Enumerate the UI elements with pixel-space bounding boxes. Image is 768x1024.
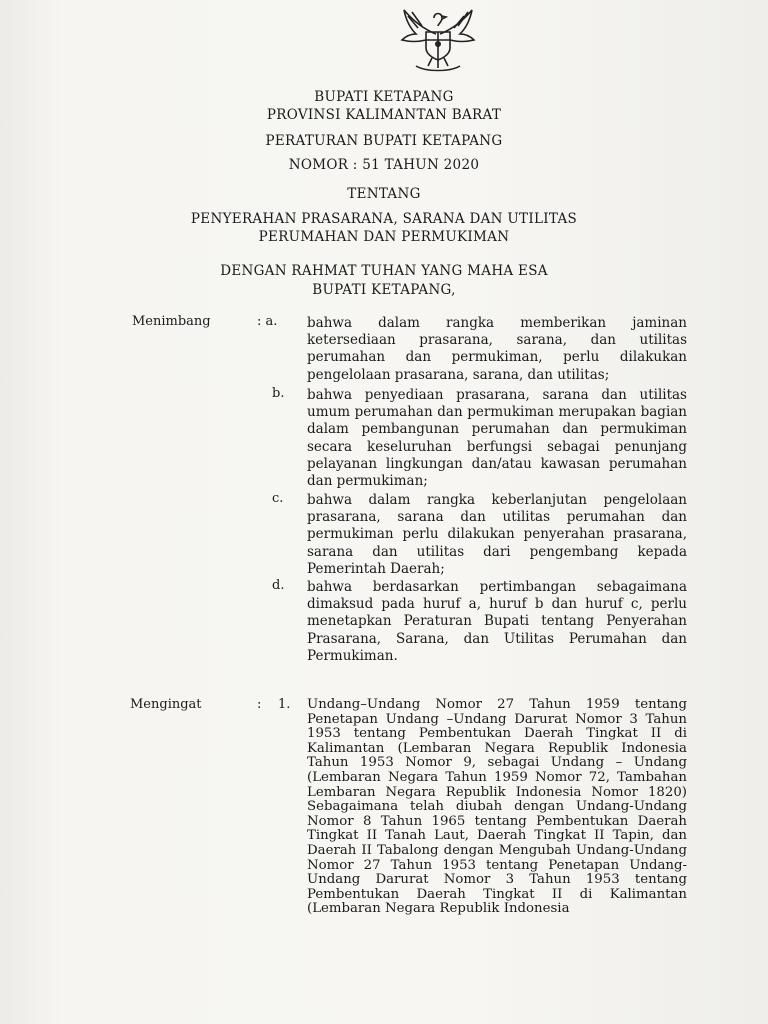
menimbang-marker-d: d. — [272, 578, 285, 593]
header-line1: BUPATI KETAPANG — [314, 89, 454, 105]
menimbang-item-a: bahwa dalam rangka memberikan jaminan ketersediaan prasarana, sarana, dan utilitas perumahan dan permukiman, perlu dilakukan pengelolaan prasarana, sarana, dan utilitas; — [307, 315, 687, 383]
mengingat-item-1: Undang–Undang Nomor 27 Tahun 1959 tentang Penetapan Undang –Undang Darurat Nomor 3 Tahun 1953 tentang Pembentukan Daerah Tingkat II di Kalimantan (Lembaran Negara Republik Indonesia Tahun 1953 Nomor 9, sebagai Undang – Undang (Lembaran Negara Tahun 1959 Nomor 72, Tambahan Lembaran Negara Republik Indonesia Nomor 1820) Sebagaimana telah diubah dengan Undang-Undang Nomor 8 Tahun 1965 tentang Pembentukan Daerah Tingkat II Tanah Laut, Daerah Tingkat II Tapin, dan Daerah II Tabalong dengan Mengubah Undang-Undang Nomor 27 Tahun 1953 tentang Penetapan Undang-Undang Darurat Nomor 3 Tahun 1953 tentang Pembentukan Daerah Tingkat II di Kalimantan (Lembaran Negara Republik Indonesia — [307, 697, 687, 917]
garuda-emblem-icon — [396, 4, 480, 76]
menimbang-item-d: bahwa berdasarkan pertimbangan sebagaimana dimaksud pada huruf a, huruf b dan huruf c, perlu menetapkan Peraturan Bupati tentang Penyerahan Prasarana, Sarana, dan Utilitas Perumahan dan Permukiman. — [307, 579, 687, 664]
menimbang-item-c: bahwa dalam rangka keberlanjutan pengelolaan prasarana, sarana dan utilitas perumahan dan permukiman perlu dilakukan penyerahan prasarana, sarana dan utilitas dari pengembang kepada Pemerintah Daerah; — [307, 492, 687, 577]
menimbang-marker-a: : a. — [257, 314, 278, 329]
title-line2: PERUMAHAN DAN PERMUKIMAN — [258, 229, 510, 245]
title-line1: PENYERAHAN PRASARANA, SARANA DAN UTILITAS — [190, 211, 578, 227]
header-line2: PROVINSI KALIMANTAN BARAT — [266, 107, 502, 123]
mengingat-marker-1: 1. — [278, 697, 291, 712]
menimbang-label: Menimbang — [132, 314, 211, 329]
blessing-line2: BUPATI KETAPANG, — [312, 282, 456, 298]
mengingat-label: Mengingat — [130, 697, 202, 712]
menimbang-marker-c: c. — [272, 491, 284, 506]
header-line5: TENTANG — [347, 186, 421, 202]
menimbang-marker-b: b. — [272, 386, 285, 401]
mengingat-colon: : — [257, 697, 262, 712]
header-line4: NOMOR : 51 TAHUN 2020 — [288, 157, 480, 173]
menimbang-item-b: bahwa penyediaan prasarana, sarana dan utilitas umum perumahan dan permukiman merupakan bagian dalam pembangunan perumahan dan permukiman secara keseluruhan berfungsi sebagai penunjang pelayanan lingkungan dan/atau kawasan perumahan dan permukiman; — [307, 387, 687, 490]
blessing-line1: DENGAN RAHMAT TUHAN YANG MAHA ESA — [220, 263, 548, 279]
header-line3: PERATURAN BUPATI KETAPANG — [265, 133, 503, 149]
